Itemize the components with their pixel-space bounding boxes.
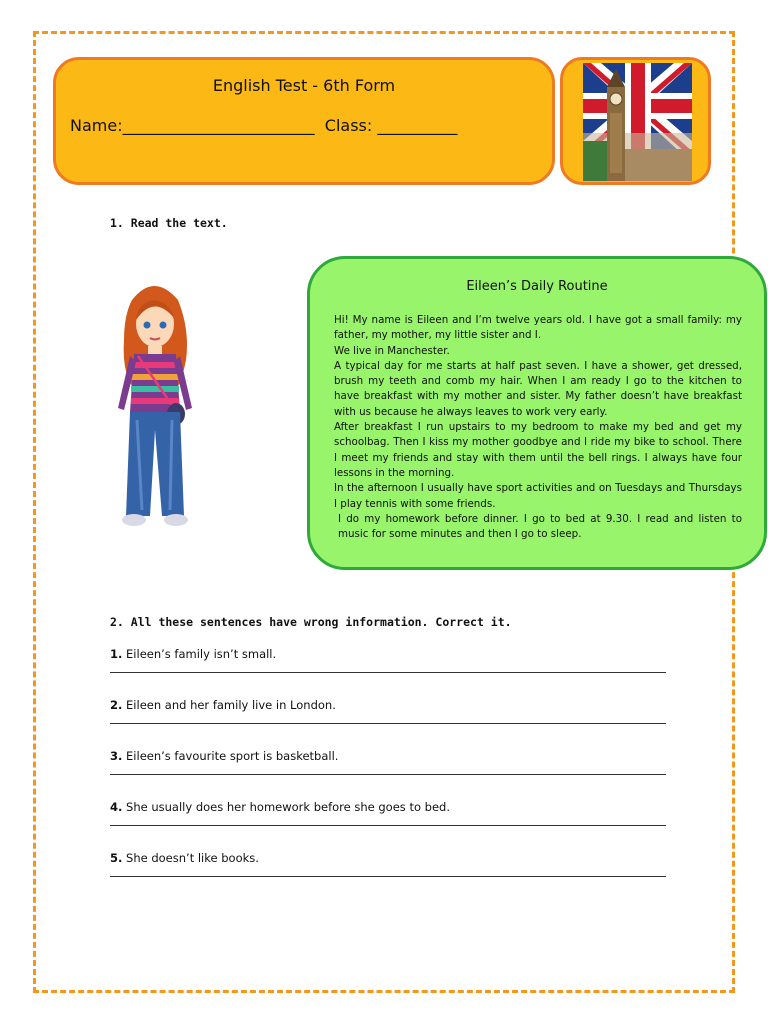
sentence-text: Eileen and her family live in London. bbox=[126, 698, 336, 712]
sentence-text: She doesn’t like books. bbox=[126, 851, 259, 865]
sentence-number: 3. bbox=[110, 749, 123, 763]
answer-line-5[interactable] bbox=[110, 876, 666, 877]
sentence-item bbox=[110, 698, 336, 712]
sentence-number: 5. bbox=[110, 851, 123, 865]
answer-line-4[interactable] bbox=[110, 825, 666, 826]
story-title: Eileen’s Daily Routine bbox=[466, 279, 608, 294]
story-paragraph: In the afternoon I usually have sport activities and on Tuesdays and Thursdays I play tennis with some friends. bbox=[334, 482, 742, 510]
answer-line-3[interactable] bbox=[110, 774, 666, 775]
test-title: English Test - 6th Form bbox=[212, 76, 396, 95]
header-box bbox=[53, 57, 555, 185]
story-paragraph: A typical day for me starts at half past seven. I have a shower, get dressed, brush my teeth and comb my hair. When I am ready I go to the kitchen to have breakfast with my mother and sister. My father doesn’t have breakfast with us because he always leaves to work very early. bbox=[334, 359, 742, 418]
sentence-item bbox=[110, 749, 338, 763]
name-label: Name: bbox=[70, 116, 123, 135]
story-paragraph: Hi! My name is Eileen and I’m twelve years old. I have got a small family: my father, my mother, my little sister and I. bbox=[334, 314, 742, 342]
sentence-text: She usually does her homework before she goes to bed. bbox=[126, 800, 450, 814]
big-ben-picture-box bbox=[560, 57, 711, 185]
story-text bbox=[334, 313, 742, 542]
story-paragraph: I do my homework before dinner. I go to bed at 9.30. I read and listen to music for some minutes and then I go to sleep. bbox=[338, 512, 742, 541]
girl-illustration bbox=[104, 280, 204, 530]
sentence-item bbox=[110, 851, 259, 865]
name-blank[interactable]: ________________________ bbox=[122, 116, 315, 135]
class-blank[interactable]: __________ bbox=[377, 116, 458, 135]
class-label: Class: bbox=[324, 116, 373, 135]
sentence-text: Eileen’s favourite sport is basketball. bbox=[126, 749, 339, 763]
story-box bbox=[307, 256, 767, 570]
name-class-line bbox=[70, 116, 457, 135]
story-paragraph: After breakfast I run upstairs to my bedroom to make my bed and get my schoolbag. Then I kiss my mother goodbye and I ride my bike to school. There I meet my friends and stay with them until the bell rings. I always have four lessons in the morning. bbox=[334, 421, 742, 479]
sentence-number: 2. bbox=[110, 698, 123, 712]
sentence-item bbox=[110, 800, 450, 814]
answer-line-1[interactable] bbox=[110, 672, 666, 673]
sentence-number: 1. bbox=[110, 647, 123, 661]
story-paragraph: We live in Manchester. bbox=[334, 344, 450, 357]
answer-line-2[interactable] bbox=[110, 723, 666, 724]
big-ben-union-jack-image bbox=[583, 63, 692, 181]
sentence-item bbox=[110, 647, 276, 661]
question-2-heading: 2. All these sentences have wrong information. Correct it. bbox=[110, 615, 512, 629]
question-1-heading: 1. Read the text. bbox=[110, 216, 228, 230]
sentence-number: 4. bbox=[110, 800, 123, 814]
sentence-text: Eileen’s family isn’t small. bbox=[126, 647, 277, 661]
